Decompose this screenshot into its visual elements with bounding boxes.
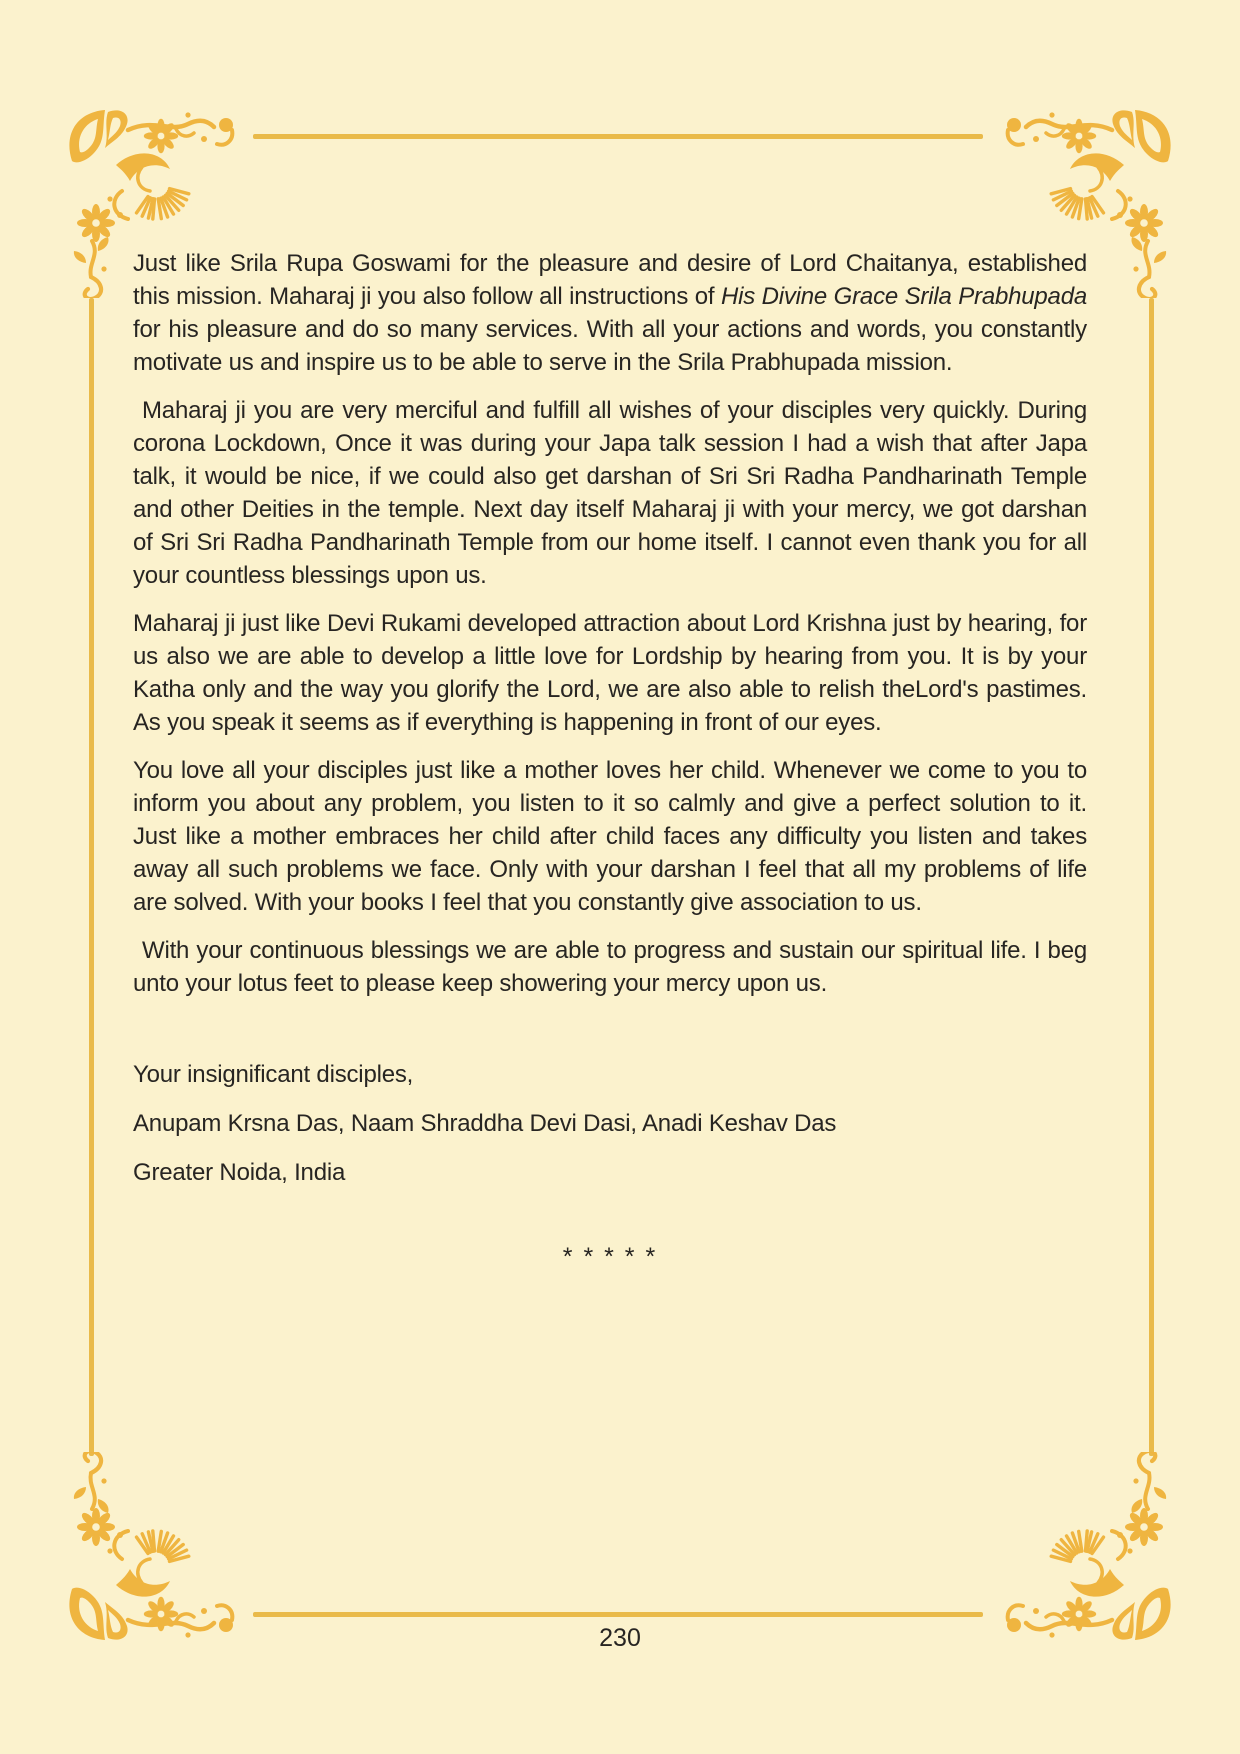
signature-location: Greater Noida, India	[133, 1159, 346, 1186]
paragraph-1-italic-phrase: His Divine Grace Srila Prabhupada	[720, 283, 1088, 310]
signature-names: Anupam Krsna Das, Naam Shraddha Devi Dasi, Anadi Keshav Das	[133, 1110, 837, 1137]
paragraph-1	[133, 247, 1087, 379]
paragraph-2: Maharaj ji you are very merciful and fulfill all wishes of your disciples very quickly. During corona Lockdown, Once it was during your Japa talk session I had a wish that after Japa talk, it would be nice, if we could also get darshan of Sri Sri Radha Pandharinath Temple and other Deities in the temple. Next day itself Maharaj ji with your mercy, we got darshan of Sri Sri Radha Pandharinath Temple from our home itself. I cannot even thank you for all your countless blessings upon us.	[133, 397, 1087, 589]
paragraph-4: You love all your disciples just like a mother loves her child. Whenever we come to you to inform you about any problem, you listen to it so calmly and give a perfect solution to it. Just like a mother embraces her child after child faces any difficulty you listen and takes away all such problems we face. Only with your darshan I feel that all my problems of life are solved. With your books I feel that you constantly give association to us.	[133, 757, 1087, 916]
paragraph-5: With your continuous blessings we are able to progress and sustain our spiritual life. I beg unto your lotus feet to please keep showering your mercy upon us.	[133, 937, 1087, 997]
border-line-top	[253, 134, 983, 139]
border-line-left	[89, 298, 94, 1456]
corner-flourish-bottom-right-icon	[987, 1452, 1182, 1647]
border-line-bottom	[253, 1612, 983, 1617]
letter-body	[133, 247, 1087, 1272]
paragraph-3: Maharaj ji just like Devi Rukami developed attraction about Lord Krishna just by hearing, for us also we are able to develop a little love for Lordship by hearing from you. It is by your Katha only and the way you glorify the Lord, we are also able to relish theLord's pastimes. As you speak it seems as if everything is happening in front of our eyes.	[133, 610, 1087, 736]
paragraph-1-text: Just like Srila Rupa Goswami for the pleasure and desire of Lord Chaitanya, established this mission. Maharaj ji you also follow all instructions of	[133, 250, 1087, 310]
corner-flourish-bottom-left-icon	[58, 1452, 253, 1647]
border-line-right	[1149, 298, 1154, 1456]
section-divider: * * * * *	[562, 1243, 658, 1271]
page-number: 230	[599, 1624, 641, 1652]
paragraph-1-text-end: for his pleasure and do so many services. With all your actions and words, you constantly motivate us and inspire us to be able to serve in the Srila Prabhupada mission.	[133, 316, 1087, 376]
signature-closing: Your insignificant disciples,	[133, 1061, 414, 1088]
